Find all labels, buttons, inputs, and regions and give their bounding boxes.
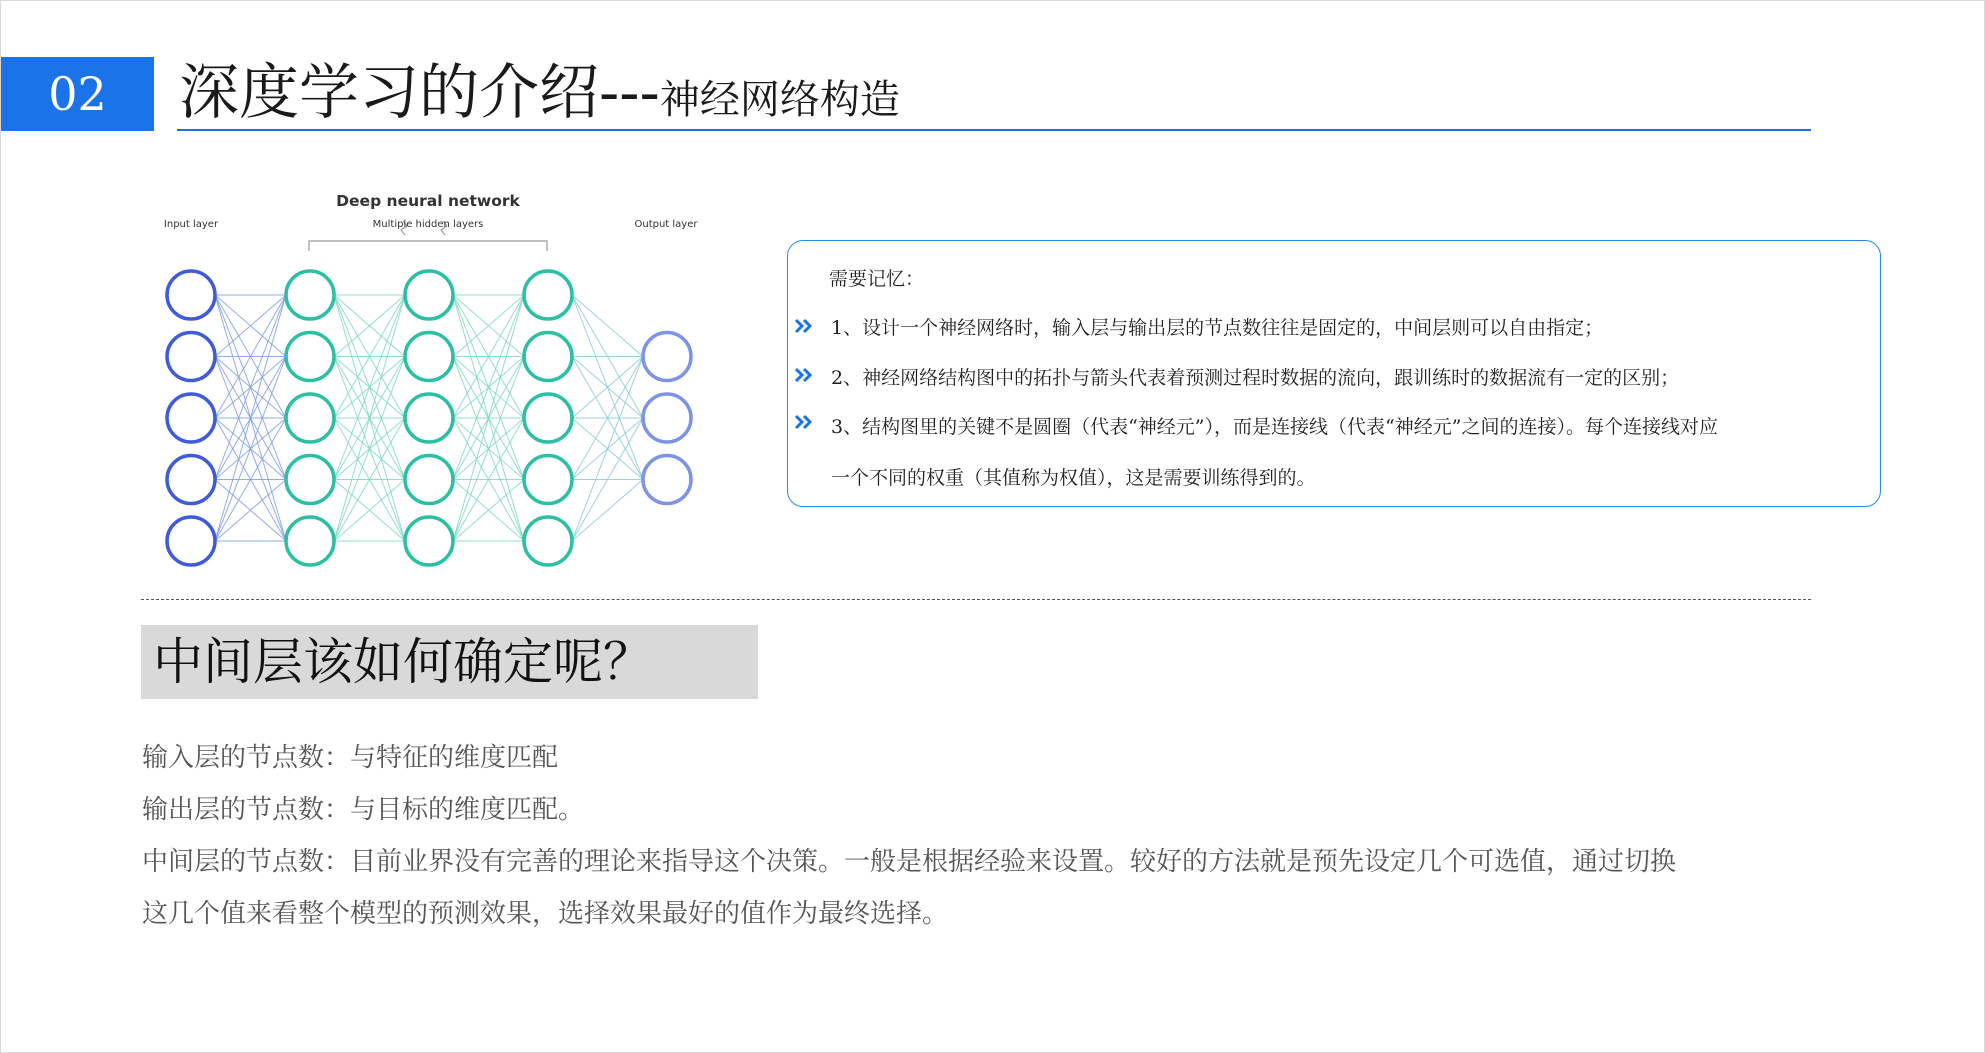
body-line-hidden: 中间层的节点数：目前业界没有完善的理论来指导这个决策。一般是根据经验来设置。较好的方法就是预先设定几个可选值，通过切换 bbox=[142, 847, 1677, 877]
hidden-layers-label: Multiple hidden layers bbox=[372, 219, 484, 230]
hidden-node bbox=[405, 271, 453, 319]
input-node bbox=[167, 333, 215, 381]
question-heading: 中间层该如何确定呢？ bbox=[141, 625, 758, 699]
connection-line bbox=[572, 357, 643, 542]
page-title-sub: 神经网络构造 bbox=[659, 77, 900, 123]
neural-network-diagram bbox=[151, 183, 711, 573]
hidden-node bbox=[286, 517, 334, 565]
body-line-output: 输出层的节点数：与目标的维度匹配。 bbox=[142, 795, 585, 825]
input-node bbox=[167, 394, 215, 442]
output-node bbox=[643, 456, 691, 504]
body-line-hidden-continued: 这几个值来看整个模型的预测效果，选择效果最好的值作为最终选择。 bbox=[142, 899, 949, 929]
double-chevron-icon bbox=[794, 318, 814, 334]
hidden-node bbox=[405, 517, 453, 565]
body-line-input: 输入层的节点数：与特征的维度匹配 bbox=[142, 743, 559, 773]
input-node bbox=[167, 456, 215, 504]
memo-item-1: 1、设计一个神经网络时，输入层与输出层的节点数往往是固定的，中间层则可以自由指定； bbox=[831, 317, 1604, 339]
hidden-node bbox=[524, 394, 572, 442]
hidden-node bbox=[286, 456, 334, 504]
output-layer-label: Output layer bbox=[634, 219, 698, 230]
section-number-badge: 02 bbox=[1, 57, 154, 131]
title-underline bbox=[177, 129, 1811, 131]
memo-heading: 需要记忆： bbox=[829, 268, 925, 290]
input-layer-label: Input layer bbox=[163, 219, 219, 230]
hidden-node bbox=[524, 456, 572, 504]
double-chevron-icon bbox=[794, 367, 814, 383]
input-node bbox=[167, 517, 215, 565]
memo-item-3-continued: 一个不同的权重（其值称为权值），这是需要训练得到的。 bbox=[831, 467, 1316, 489]
memo-item-2: 2、神经网络结构图中的拓扑与箭头代表着预测过程时数据的流向，跟训练时的数据流有一定的区别； bbox=[831, 367, 1680, 389]
hidden-node bbox=[524, 271, 572, 319]
hidden-node bbox=[405, 333, 453, 381]
hidden-node bbox=[286, 271, 334, 319]
memo-item-3: 3、结构图里的关键不是圆圈（代表“神经元”），而是连接线（代表“神经元”之间的连接）。每个连接线对应 bbox=[831, 416, 1718, 438]
hidden-node bbox=[524, 333, 572, 381]
output-node bbox=[643, 394, 691, 442]
hidden-node bbox=[405, 394, 453, 442]
hidden-node bbox=[286, 333, 334, 381]
page-title-main: 深度学习的介绍--- bbox=[179, 58, 660, 128]
connection-line bbox=[572, 295, 643, 357]
hidden-node bbox=[405, 456, 453, 504]
hidden-node bbox=[286, 394, 334, 442]
page-title bbox=[179, 45, 900, 131]
hidden-node bbox=[524, 517, 572, 565]
double-chevron-icon bbox=[794, 414, 814, 430]
input-node bbox=[167, 271, 215, 319]
output-node bbox=[643, 333, 691, 381]
section-divider bbox=[141, 599, 1811, 600]
connection-line bbox=[572, 480, 643, 542]
diagram-title: Deep neural network bbox=[336, 192, 520, 210]
hidden-layers-bracket bbox=[309, 241, 547, 251]
